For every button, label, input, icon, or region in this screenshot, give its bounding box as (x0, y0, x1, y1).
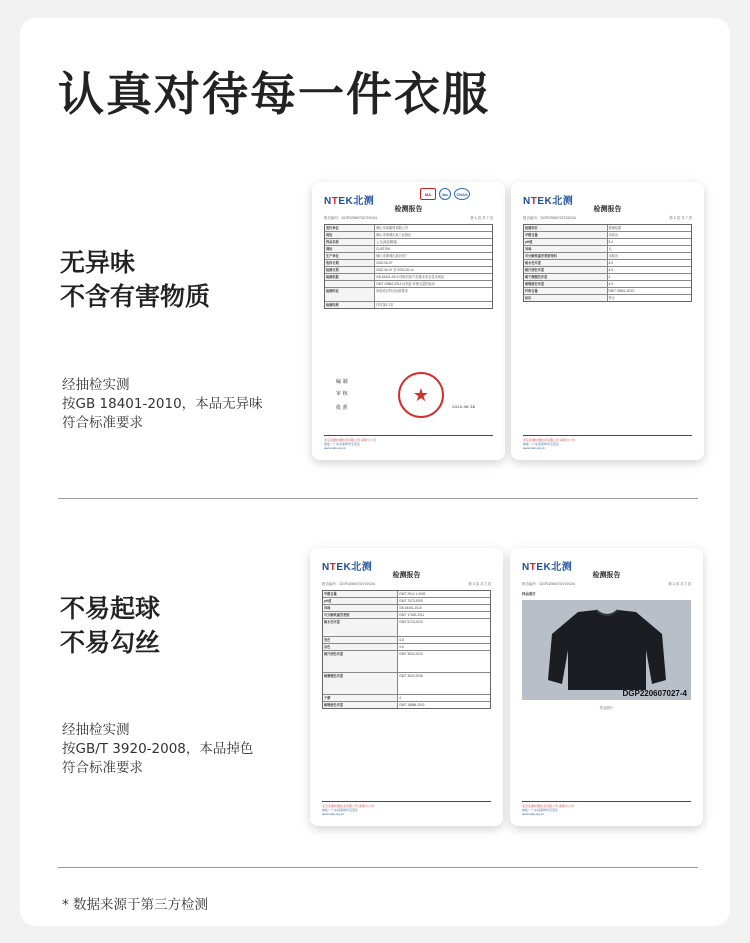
official-seal-icon: ★ (398, 372, 444, 418)
table-row: 耐水色牢度 GB/T 5713-2013 (323, 619, 490, 637)
table-row: 标识 符合 (525, 296, 615, 300)
report-footer: 北京北测检测技术有限公司 深圳分公司 地址：广东省深圳市宝安区 www.ntek.org.cn (523, 435, 692, 450)
report-table (322, 590, 491, 709)
photo-label: 样品照片 (522, 592, 536, 596)
report-footer: 北京北测检测技术有限公司 深圳分公司 地址：广东省深圳市宝安区 www.ntek.org.cn (322, 801, 491, 816)
sign-date: 2022.06.14 (452, 404, 475, 409)
sample-photo (522, 600, 691, 700)
table-row: 耐摩擦色牢度 GB/T 3920-2008 (323, 673, 490, 695)
table-row: 样品名称 上衣(成品服装) (325, 239, 492, 246)
report-number: 报告编号：DGP22060702719C04 第 3 页 共 7 页 (322, 582, 491, 586)
section-1-desc-line1: 经抽检实测 (62, 377, 130, 393)
test-report-page-1 (312, 182, 505, 460)
ntek-logo: NTEK北测 (522, 562, 573, 573)
table-row: 检测依据 GB 18401-2010 国家纺织产品基本安全技术规范 (325, 274, 492, 281)
table-row: 沾色 4-5 (323, 644, 490, 651)
table-row: 异味 无 (524, 246, 691, 253)
test-report-page-3 (310, 548, 503, 826)
signer-label-approver: 批 准 (336, 405, 348, 411)
section-1-headline-line1: 无异味 (60, 248, 136, 277)
table-row: 变色 4-5 (323, 637, 490, 644)
report-table (324, 224, 493, 309)
sample-id-caption: DGP220607027-4 (622, 689, 687, 698)
section-1-desc-line2: 按GB 18401-2010，本品无异味 (62, 396, 263, 412)
report-title: 检测报告 (593, 206, 622, 213)
section-1-headline (60, 246, 210, 314)
section-2-description (62, 721, 253, 778)
ntek-logo: NTEK北测 (523, 196, 574, 207)
table-row: 甲醛含量 GB/T 2912.1-2009 (323, 591, 490, 598)
section-2-headline-line1: 不易起球 (60, 594, 161, 623)
table-row: 检测结果 详见第2-7页 (326, 303, 394, 307)
test-report-page-2 (511, 182, 704, 460)
signer-label-editor: 编 制 (336, 379, 348, 385)
report-footer: 北京北测检测技术有限公司 深圳分公司 地址：广东省深圳市宝安区 www.ntek.org.cn (324, 435, 493, 450)
table-row: 可分解致癌芳香胺 GB/T 17592-2011 (323, 612, 490, 619)
table-row: 耐唾液色牢度 GB/T 18886-2019 (324, 703, 425, 707)
ilac-mark-icon: ilac (439, 188, 451, 200)
section-2-desc-line2: 按GB/T 3920-2008，本品掉色 (62, 741, 254, 757)
report-title: 检测报告 (394, 206, 423, 213)
table-row: 耐水色牢度 4-5 (524, 260, 691, 267)
page-title: 认真对待每一件衣服 (58, 67, 490, 121)
table-row: 耐干摩擦色牢度 4 (524, 274, 691, 281)
table-row: pH值 GB/T 7573-2009 (323, 598, 490, 605)
table-row: 检测日期 2022-06-07 至 2022-06-14 (325, 267, 492, 274)
footnote: * 数据来源于第三方检测 (62, 897, 209, 913)
cnas-mark-icon: CNAS (454, 188, 470, 200)
table-row: GB/T 29862-2013 纺织品 纤维含量的标识 (325, 281, 492, 288)
section-1-headline-line2: 不含有害物质 (60, 282, 211, 311)
table-row: 检测结论 所检项目符合标准要求 (325, 288, 492, 302)
ntek-logo: NTEK北测 (324, 196, 375, 207)
report-number: 报告编号：DGP22060702719C04 第 1 页 共 7 页 (324, 216, 493, 220)
signer-label-reviewer: 审 核 (336, 391, 348, 397)
test-report-page-4 (510, 548, 703, 826)
report-title: 检测报告 (392, 572, 421, 579)
section-divider (58, 498, 698, 499)
report-table (523, 224, 692, 302)
section-2-desc-line1: 经抽检实测 (62, 722, 130, 738)
report-number: 报告编号：DGP22060702719C04 第 2 页 共 7 页 (523, 216, 692, 220)
ntek-logo: NTEK北测 (322, 562, 373, 573)
table-row: pH值 5.4 (524, 239, 691, 246)
sweater-image (544, 604, 670, 692)
table-row: 纤维含量 GB/T 29862-2013 (524, 288, 691, 295)
table-row: 收样日期 2022-06-07 (325, 260, 492, 267)
table-row: 异味 GB 18401-2010 (323, 605, 490, 612)
table-row: 委托单位 佛山市某服饰有限公司 (325, 225, 492, 232)
table-row: 地址 佛山市禅城区某工业园区 (325, 232, 492, 239)
report-footer: 北京北测检测技术有限公司 深圳分公司 地址：广东省深圳市宝安区 www.ntek.org.cn (522, 801, 691, 816)
table-row: 耐汗渍色牢度 GB/T 3922-2013 (323, 651, 490, 673)
section-1-desc-line3: 符合标准要求 (62, 415, 143, 431)
cma-mark-icon: MA (420, 188, 436, 200)
table-row: 甲醛含量 未检出 (524, 232, 691, 239)
table-row: 耐唾液色牢度 4-5 (524, 281, 691, 288)
table-row: 可分解致癌芳香胺染料 未检出 (524, 253, 691, 260)
section-2-headline (60, 592, 160, 660)
table-row: 干摩 4 (323, 695, 490, 702)
section-2-desc-line3: 符合标准要求 (62, 760, 143, 776)
table-row: 生产单位 佛山市禅城区某针织厂 (325, 253, 492, 260)
accreditation-badges (420, 188, 470, 200)
report-title: 检测报告 (592, 572, 621, 579)
footer-divider (58, 867, 698, 868)
section-1-description (62, 376, 263, 433)
table-row: 商标 CUSTOM (325, 246, 492, 253)
table-row: 耐汗渍色牢度 4-5 (524, 267, 691, 274)
section-2-headline-line2: 不易勾丝 (60, 628, 161, 657)
report-number: 报告编号：DGP22060702719C04 第 4 页 共 7 页 (522, 582, 691, 586)
content-card (20, 18, 730, 926)
photo-note: 样品照片 (599, 706, 614, 710)
table-row: 检测项目 检测结果 (524, 225, 691, 232)
